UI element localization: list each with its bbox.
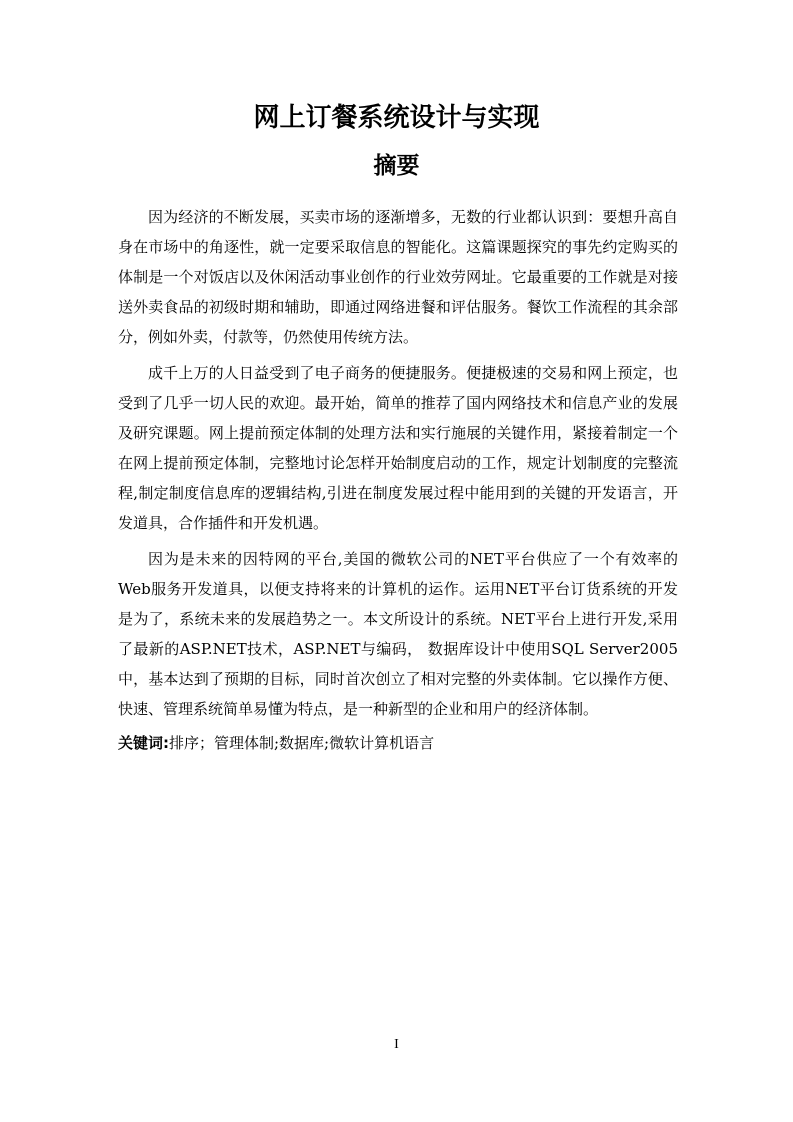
keywords-label: 关键词: bbox=[118, 734, 169, 752]
page-number: I bbox=[394, 1037, 399, 1052]
abstract-body bbox=[118, 202, 678, 758]
document-title: 网上订餐系统设计与实现 bbox=[253, 103, 540, 133]
abstract-paragraph: 因为经济的不断发展，买卖市场的逐渐增多，无数的行业都认识到：要想升高自身在市场中的角逐性，就一定要采取信息的智能化。这篇课题探究的事先约定购买的体制是一个对饭店以及休闲活动事业创作的行业效劳网址。它最重要的工作就是对接送外卖食品的初级时期和辅助，即通过网络进餐和评估服务。餐饮工作流程的其余部分，例如外卖，付款等，仍然使用传统方法。 bbox=[118, 208, 678, 346]
abstract-paragraph: 成千上万的人日益受到了电子商务的便捷服务。便捷极速的交易和网上预定，也受到了几乎一切人民的欢迎。最开始，简单的推荐了国内网络技术和信息产业的发展及研究课题。网上提前预定体制的处理方法和实行施展的关键作用，紧接着制定一个在网上提前预定体制，完整地讨论怎样开始制度启动的工作，规定计划制度的完整流程,制定制度信息库的逻辑结构,引进在制度发展过程中能用到的关键的开发语言，开发道具，合作插件和开发机遇。 bbox=[118, 364, 678, 532]
abstract-heading: 摘要 bbox=[373, 152, 420, 179]
abstract-paragraph: 因为是未来的因特网的平台,美国的微软公司的NET平台供应了一个有效率的Web服务开发道具，以便支持将来的计算机的运作。运用NET平台订货系统的开发是为了，系统未来的发展趋势之一。本文所设计的系统。NET平台上进行开发,采用了最新的ASP.NET技术，ASP.NET与编码， 数据库设计中使用SQL Server2005中，基本达到了预期的目标，同时首次创立了相对完整的外卖体制。它以操作方便、快速、管理系统简单易懂为特点，是一种新型的企业和用户的经济体制。 bbox=[118, 550, 678, 718]
keywords-value: 排序；管理体制;数据库;微软计算机语言 bbox=[169, 734, 435, 752]
keywords-line bbox=[118, 728, 678, 758]
